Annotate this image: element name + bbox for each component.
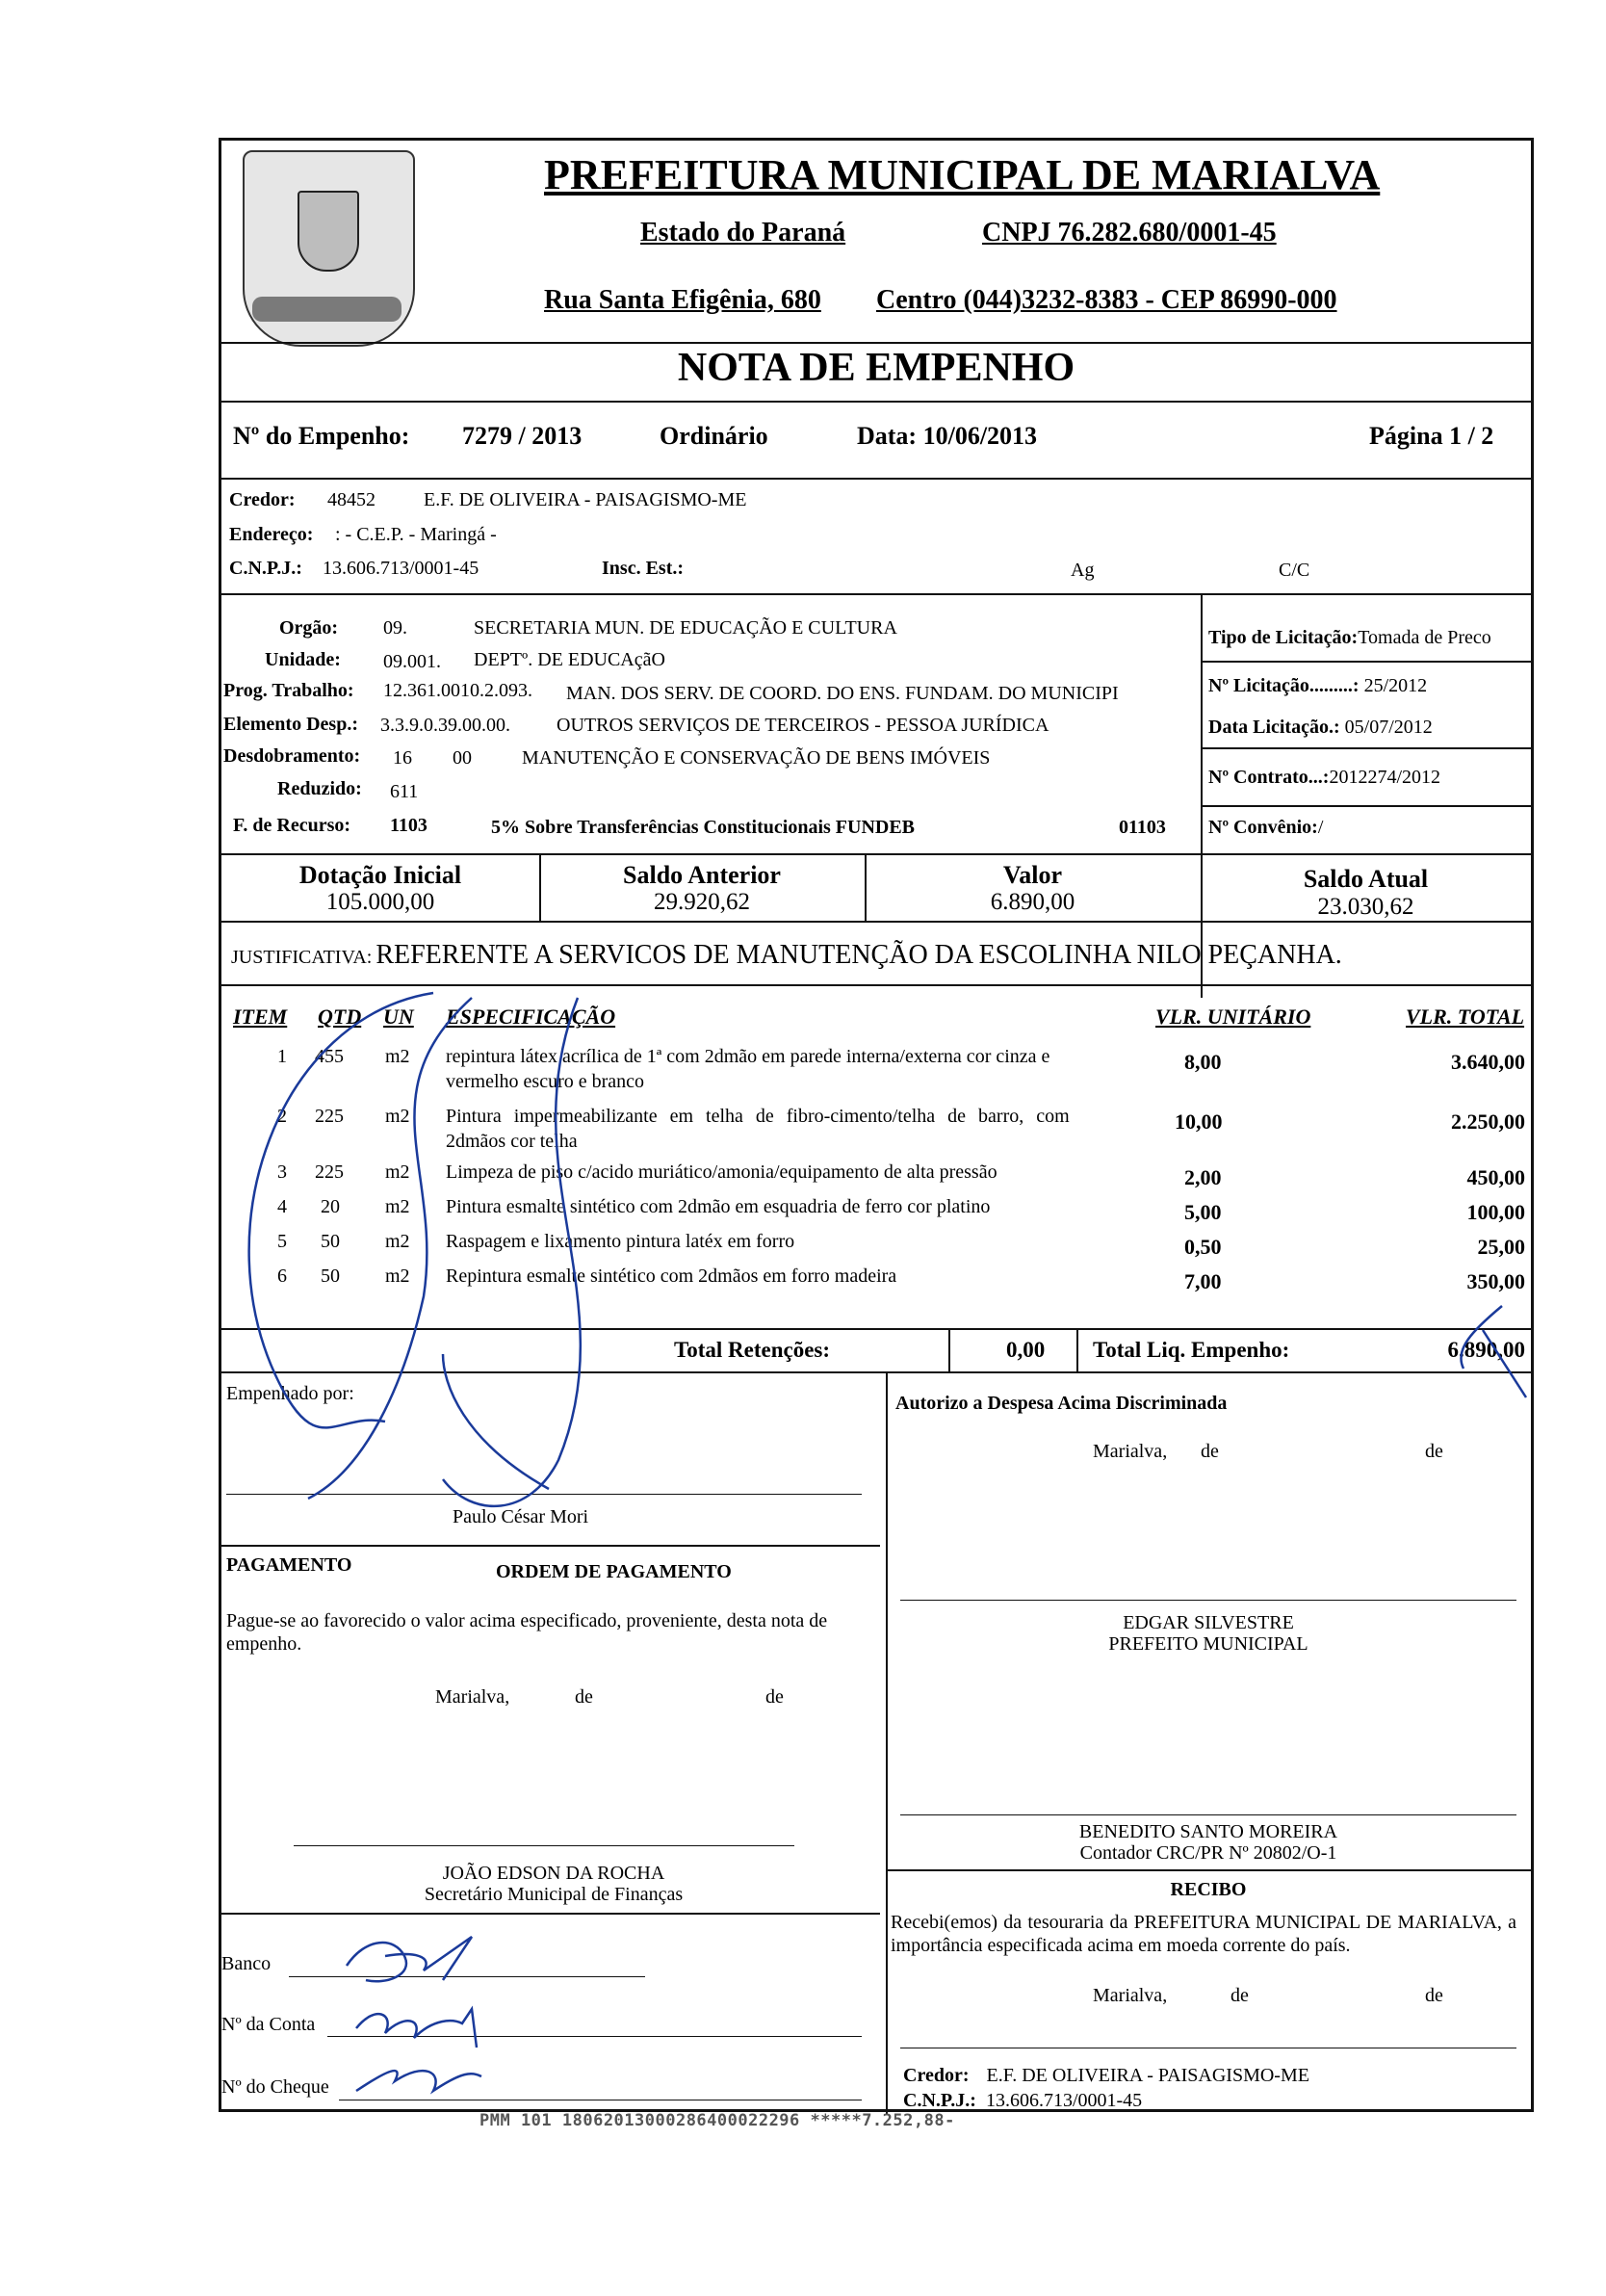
contrato-label: Nº Contrato...: (1208, 767, 1330, 788)
empenho-number: 7279 / 2013 (462, 422, 583, 450)
justificativa-text: REFERENTE A SERVICOS DE MANUTENÇÃO DA ESCOLINHA NILO PEÇANHA. (376, 940, 1342, 970)
item-un: m2 (385, 1106, 410, 1127)
elemento-label: Elemento Desp.: (223, 714, 358, 735)
empenho-type: Ordinário (660, 422, 768, 450)
item-number: 4 (277, 1196, 287, 1217)
num-licitacao-value: 25/2012 (1363, 675, 1428, 696)
col-vlr-total: VLR. TOTAL (1406, 1004, 1525, 1029)
autorizo-de-2: de (1425, 1441, 1443, 1462)
endereco-value: : - C.E.P. - Maringá - (335, 524, 497, 545)
tipo-licitacao-label: Tipo de Licitação: (1208, 627, 1359, 648)
item-un: m2 (385, 1231, 410, 1252)
prog-trabalho-code: 12.361.0010.2.093. (383, 680, 532, 701)
item-number: 1 (277, 1046, 287, 1067)
endereco-label: Endereço: (229, 524, 314, 545)
col-vlr-unitario: VLR. UNITÁRIO (1155, 1004, 1311, 1029)
header-district-phone: Centro (044)3232-8383 - CEP 86990-000 (876, 285, 1337, 315)
reduzido-label: Reduzido: (277, 778, 362, 799)
item-qtd: 225 (315, 1106, 344, 1127)
nota-de-empenho-form (219, 138, 1534, 2112)
recibo-cnpj-value: 13.606.713/0001-45 (985, 2090, 1143, 2111)
orgao-label: Orgão: (279, 617, 339, 639)
item-total-value: 450,00 (1466, 1165, 1525, 1189)
desdobramento-name: MANUTENÇÃO E CONSERVAÇÃO DE BENS IMÓVEIS (522, 747, 991, 769)
valor-label: Valor (1002, 861, 1063, 889)
item-total-value: 25,00 (1477, 1235, 1525, 1259)
total-retencoes-label: Total Retenções: (674, 1338, 831, 1362)
unidade-name: DEPTº. DE EDUCAçãO (474, 649, 665, 670)
autorizo-city: Marialva, (1093, 1441, 1168, 1462)
recurso-code: 1103 (390, 815, 427, 836)
saldo-atual-value: 23.030,62 (1317, 894, 1414, 920)
item-spec: repintura látex acrílica de 1ª com 2dmão em parede interna/externa cor cinza e (446, 1046, 1050, 1067)
recibo-de-1: de (1230, 1985, 1249, 2006)
col-especificacao: ESPECIFICAÇÃO (446, 1004, 616, 1029)
empenhado-por-name: Paulo César Mori (453, 1506, 589, 1527)
total-liq-label: Total Liq. Empenho: (1093, 1338, 1290, 1362)
convenio-value: / (1317, 817, 1324, 838)
item-unit-value: 0,50 (1184, 1235, 1222, 1259)
elemento-code: 3.3.9.0.39.00.00. (380, 715, 510, 736)
desdobramento-code-2: 00 (453, 747, 472, 769)
recibo-label: RECIBO (1170, 1879, 1247, 1900)
pagamento-city: Marialva, (435, 1686, 510, 1708)
total-check-mark-icon (1435, 1301, 1541, 1407)
num-licitacao-label: Nº Licitação.........: (1208, 675, 1360, 696)
item-unit-value: 2,00 (1184, 1165, 1222, 1189)
item-spec: Limpeza de piso c/acido muriático/amonia/equipamento de alta pressão (446, 1161, 997, 1183)
header-state: Estado do Paraná (640, 218, 846, 248)
item-number: 5 (277, 1231, 287, 1252)
unidade-label: Unidade: (265, 649, 341, 670)
col-un: UN (383, 1004, 414, 1029)
conta-label: Nº da Conta (221, 2014, 316, 2035)
handwritten-signature-loops-icon (221, 978, 895, 1672)
item-spec: Pintura impermeabilizante em telha de fibro-cimento/telha de barro, com (446, 1106, 1070, 1127)
recibo-credor-label: Credor: (903, 2065, 970, 2086)
autorizo-label: Autorizo a Despesa Acima Discriminada (895, 1393, 1228, 1414)
empenhado-por-label: Empenhado por: (226, 1383, 354, 1404)
banco-label: Banco (221, 1953, 272, 1974)
item-number: 2 (277, 1106, 287, 1127)
item-spec-2: 2dmãos cor telha (446, 1131, 578, 1152)
data-licitacao-value: 05/07/2012 (1344, 717, 1433, 738)
insc-est-label: Insc. Est.: (602, 558, 685, 579)
item-qtd: 20 (321, 1196, 340, 1217)
item-spec-2: vermelho escuro e branco (446, 1071, 645, 1092)
elemento-name: OUTROS SERVIÇOS DE TERCEIROS - PESSOA JURÍDICA (557, 715, 1049, 736)
dotacao-label: Dotação Inicial (298, 861, 462, 889)
recibo-de-2: de (1425, 1985, 1443, 2006)
contador-name: BENEDITO SANTO MOREIRA (1078, 1821, 1338, 1842)
item-unit-value: 10,00 (1175, 1109, 1223, 1134)
prefeito-name: EDGAR SILVESTRE (1123, 1612, 1294, 1633)
total-liq-value: 6.890,00 (1447, 1338, 1525, 1362)
recibo-credor-name: E.F. DE OLIVEIRA - PAISAGISMO-ME (986, 2065, 1309, 2086)
pagamento-de-2: de (765, 1686, 784, 1708)
item-unit-value: 5,00 (1184, 1200, 1222, 1224)
account-label: C/C (1279, 560, 1310, 581)
credor-name: E.F. DE OLIVEIRA - PAISAGISMO-ME (424, 489, 747, 510)
valor-value: 6.890,00 (990, 889, 1075, 915)
pagamento-de-1: de (575, 1686, 593, 1708)
item-un: m2 (385, 1265, 410, 1287)
prog-trabalho-label: Prog. Trabalho: (223, 680, 354, 701)
autorizo-de-1: de (1201, 1441, 1219, 1462)
recurso-code-2: 01103 (1119, 817, 1166, 838)
bank-signature-icon (327, 1927, 558, 2110)
cnpj-value: 13.606.713/0001-45 (323, 558, 479, 579)
item-qtd: 50 (321, 1265, 340, 1287)
item-un: m2 (385, 1161, 410, 1183)
agency-label: Ag (1071, 560, 1095, 581)
item-unit-value: 8,00 (1184, 1050, 1222, 1074)
saldo-anterior-label: Saldo Anterior (623, 861, 781, 889)
convenio-label: Nº Convênio: (1208, 817, 1318, 838)
recibo-city: Marialva, (1093, 1985, 1168, 2006)
orgao-name: SECRETARIA MUN. DE EDUCAÇÃO E CULTURA (474, 617, 897, 639)
item-qtd: 455 (315, 1046, 344, 1067)
saldo-anterior-value: 29.920,62 (654, 889, 750, 915)
prefeito-title: PREFEITO MUNICIPAL (1108, 1633, 1308, 1655)
recurso-label: F. de Recurso: (233, 815, 351, 836)
total-retencoes-value: 0,00 (1006, 1338, 1046, 1362)
secretario-title: Secretário Municipal de Finanças (424, 1884, 684, 1905)
pague-se-text: Pague-se ao favorecido o valor acima especificado, proveniente, desta nota de empenho. (226, 1610, 828, 1655)
empenho-date: Data: 10/06/2013 (857, 422, 1038, 450)
col-qtd: QTD (318, 1004, 362, 1029)
ordem-pagamento-label: ORDEM DE PAGAMENTO (496, 1561, 732, 1582)
item-total-value: 3.640,00 (1451, 1050, 1525, 1074)
contador-title: Contador CRC/PR Nº 20802/O-1 (1079, 1842, 1337, 1864)
secretario-name: JOÃO EDSON DA ROCHA (442, 1863, 665, 1884)
item-unit-value: 7,00 (1184, 1269, 1222, 1293)
desdobramento-code-1: 16 (393, 747, 412, 769)
desdobramento-label: Desdobramento: (223, 745, 361, 767)
col-item: ITEM (233, 1004, 288, 1029)
orgao-code: 09. (383, 617, 407, 639)
item-qtd: 225 (315, 1161, 344, 1183)
item-total-value: 350,00 (1466, 1269, 1525, 1293)
credor-code: 48452 (327, 489, 376, 510)
data-licitacao-label: Data Licitação.: (1208, 717, 1340, 738)
cnpj-label: C.N.P.J.: (229, 558, 302, 579)
prog-trabalho-name: MAN. DOS SERV. DE COORD. DO ENS. FUNDAM. DO MUNICIPI (566, 683, 1119, 704)
empenho-label: Nº do Empenho: (233, 422, 410, 450)
item-un: m2 (385, 1046, 410, 1067)
item-number: 6 (277, 1265, 287, 1287)
mechanical-stamp: PMM 101 18062013000286400022296 *****7.252,88- (479, 2111, 955, 2130)
cheque-label: Nº do Cheque (221, 2076, 329, 2098)
item-spec: Pintura esmalte sintético com 2dmão em esquadria de ferro cor platino (446, 1196, 991, 1217)
recurso-name: 5% Sobre Transferências Constitucionais FUNDEB (491, 817, 916, 838)
header-title: PREFEITURA MUNICIPAL DE MARIALVA (544, 151, 1381, 198)
item-un: m2 (385, 1196, 410, 1217)
item-spec: Raspagem e lixamento pintura latéx em forro (446, 1231, 795, 1252)
saldo-atual-label: Saldo Atual (1303, 865, 1429, 893)
recibo-cnpj-label: C.N.P.J.: (903, 2090, 976, 2111)
page-number: Página 1 / 2 (1369, 422, 1494, 450)
recibo-text: Recebi(emos) da tesouraria da PREFEITURA MUNICIPAL DE MARIALVA, a importância especificada acima em moeda corrente do país. (891, 1912, 1516, 1956)
item-total-value: 2.250,00 (1451, 1109, 1525, 1134)
justificativa-label: JUSTIFICATIVA: (231, 947, 373, 968)
item-qtd: 50 (321, 1231, 340, 1252)
item-total-value: 100,00 (1466, 1200, 1525, 1224)
tipo-licitacao-value: Tomada de Preco (1358, 627, 1491, 648)
header-cnpj: CNPJ 76.282.680/0001-45 (982, 218, 1277, 248)
item-spec: Repintura esmalte sintético com 2dmãos em forro madeira (446, 1265, 897, 1287)
contrato-value: 2012274/2012 (1329, 767, 1441, 788)
document-title: NOTA DE EMPENHO (677, 346, 1075, 390)
municipal-coat-of-arms-icon (243, 150, 415, 347)
credor-label: Credor: (229, 489, 296, 510)
pagamento-label: PAGAMENTO (226, 1554, 352, 1576)
item-number: 3 (277, 1161, 287, 1183)
header-address: Rua Santa Efigênia, 680 (544, 285, 821, 315)
dotacao-value: 105.000,00 (325, 889, 435, 915)
reduzido-code: 611 (390, 781, 419, 802)
unidade-code: 09.001. (383, 651, 441, 672)
